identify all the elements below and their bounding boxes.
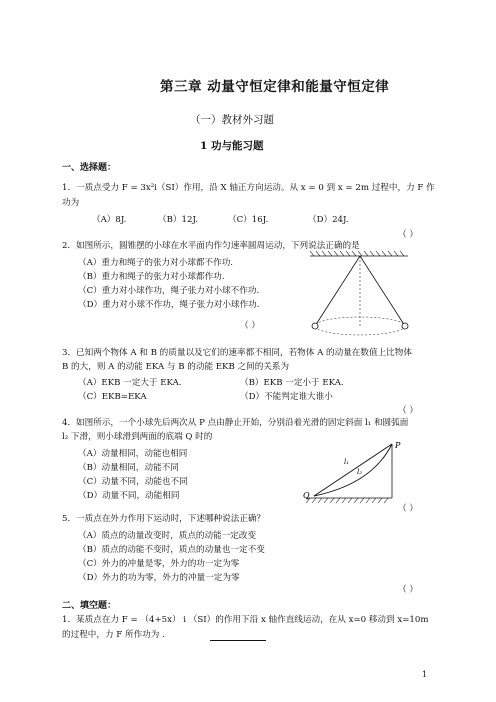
q5-option-a: （A）质点的动量改变时，质点的动能一定改变 [78, 531, 257, 541]
q5-option-d: （D）外力的功为零，外力的冲量一定为零 [78, 573, 240, 583]
label-q: Q [303, 491, 310, 500]
q1-option-d: （D）24J. [308, 215, 349, 225]
section-label-fill: 二、填空题： [62, 601, 117, 611]
q4-stem-line2: l₂ 下滑，则小球滑到两面的底端 Q 时的 [62, 432, 213, 442]
q4-option-c: （C）动量不同，动能也不同 [78, 477, 188, 487]
q4-answer-blank: （ ） [398, 504, 418, 514]
q5-option-b: （B）质点的动能不变时，质点的动量也一定不变 [78, 545, 265, 555]
q3-option-d: （D）不能判定谁大谁小 [240, 392, 333, 402]
q2-option-b: （B）重力和绳子的张力对小球都作功. [78, 272, 225, 282]
q1-answer-blank: （ ） [398, 230, 418, 240]
q2-option-a: （A）重力和绳子的张力对小球都不作功. [78, 258, 234, 268]
q3-option-b: （B）EKB 一定小于 EKA. [240, 378, 344, 388]
conical-pendulum-figure [300, 250, 420, 342]
q5-option-c: （C）外力的冲量是零，外力的功一定为零 [78, 559, 240, 569]
q5-answer-blank: （ ） [398, 585, 418, 595]
q1-stem-line2: 功为 [62, 198, 80, 208]
page-number: 1 [422, 670, 428, 679]
q5-stem: 5．一质点在外力作用下运动时，下述哪种说法正确？ [62, 514, 266, 524]
q3-option-a: （A）EKB 一定大于 EKA. [78, 378, 182, 388]
q2-option-d: （D）重力对小球不作功，绳子张力对小球作功. [78, 300, 260, 310]
fill-q1-line2: 的过程中，力 F 所作功为 . [62, 630, 165, 640]
q1-option-c: （C）16J. [228, 215, 269, 225]
q2-option-c: （C）重力对小球作功，绳子张力对小球不作功. [78, 286, 260, 296]
q1-option-a: （A）8J. [92, 215, 127, 225]
q1-stem-line1: 1．一质点受力 F = 3x²i（SI）作用，沿 X 轴正方向运动。从 x = 0 到 x = 2m 过程中，力 F 作 [62, 183, 435, 193]
incline-arc-figure [300, 440, 420, 506]
q3-answer-blank: （ ） [398, 406, 418, 416]
q2-stem: 2．如图所示，圆锥摆的小球在水平面内作匀速率圆周运动，下列说法正确的是 [62, 241, 360, 251]
q2-answer-blank: （ ） [240, 321, 260, 331]
q1-option-b: （B）12J. [158, 215, 198, 225]
part-title: （一）教材外习题 [190, 114, 274, 126]
label-p: P [395, 441, 401, 450]
label-l1: l₁ [344, 458, 350, 466]
q4-option-b: （B）动量相同，动能不同 [78, 463, 179, 473]
label-l2: l₂ [357, 468, 363, 476]
section-label-choice: 一、选择题： [62, 163, 117, 173]
fill-q1-answer-line [210, 640, 266, 641]
q3-option-c: （C）EKB=EKA [78, 392, 147, 402]
fill-q1-line1: 1．某质点在力 F = （4+5x） i （SI）的作用下沿 x 轴作直线运动，在从 x=0 移动到 x=10m [62, 615, 429, 625]
chapter-title: 第三章 动量守恒定律和能量守恒定律 [160, 79, 390, 95]
section-title: 1 功与能习题 [200, 140, 264, 152]
q4-option-a: （A）动量相同，动能也相同 [78, 449, 188, 459]
q4-option-d: （D）动量不同，动能相同 [78, 491, 180, 501]
q3-stem-line1: 3．已知两个物体 A 和 B 的质量以及它们的速率都不相同，若物体 A 的动量在数值上比物体 [62, 348, 412, 358]
q4-stem-line1: 4．如图所示，一个小球先后两次从 P 点由静止开始，分别沿着光滑的固定斜面 l₁ 和圆弧面 [62, 418, 409, 428]
q3-stem-line2: B 的大，则 A 的动能 EKA 与 B 的动能 EKB 之间的关系为 [62, 362, 290, 372]
